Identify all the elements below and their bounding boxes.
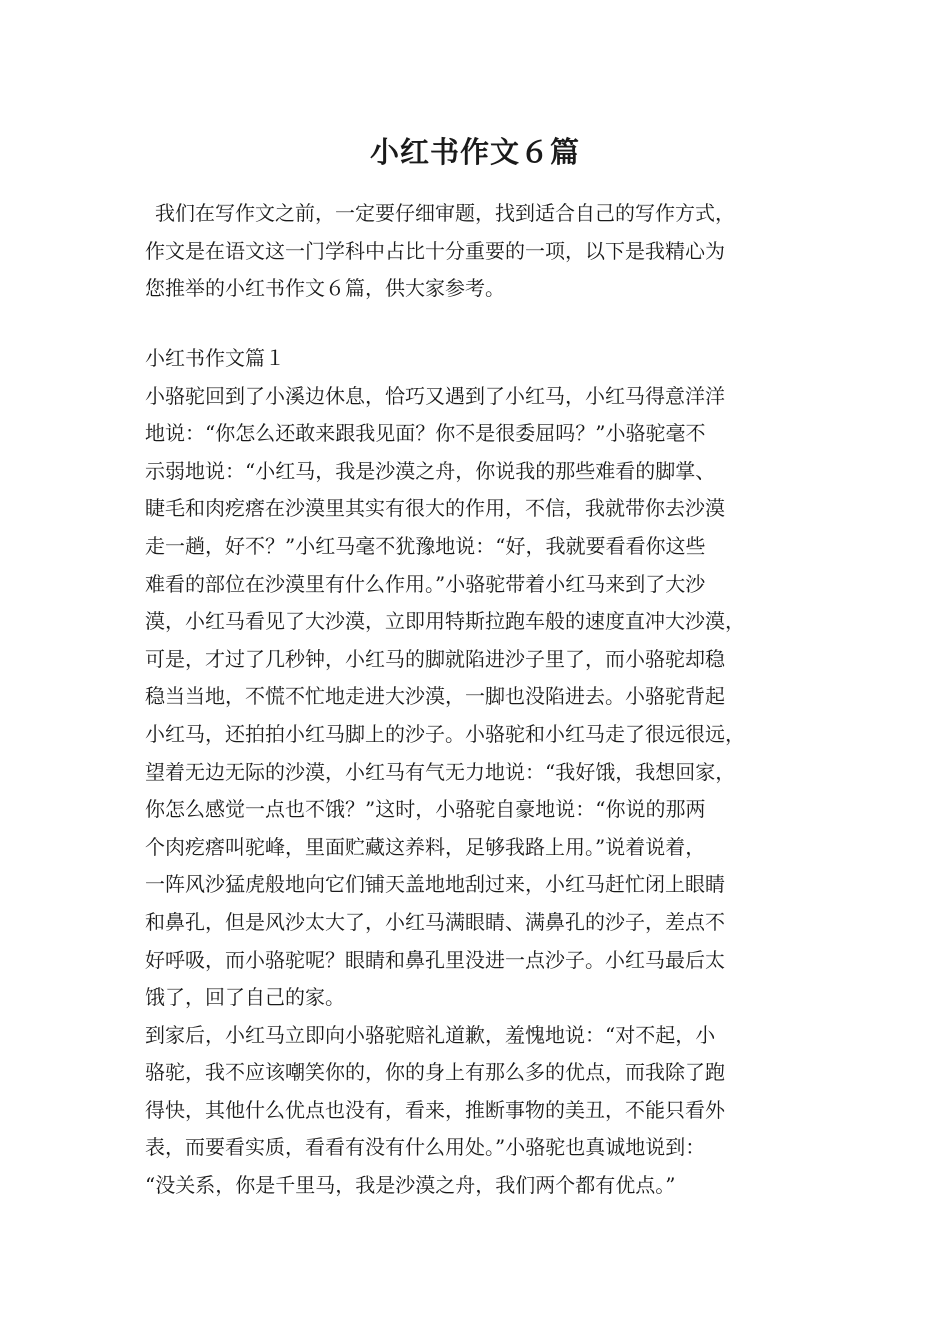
- paragraph-2: [145, 1017, 825, 1205]
- section-heading: 小红书作文篇１: [145, 346, 285, 370]
- paragraph-line: 到家后，小红马立即向小骆驼赔礼道歉，羞愧地说：“对不起，小: [145, 1022, 716, 1047]
- article-section: [145, 340, 825, 1205]
- paragraph-line: 漠，小红马看见了大沙漠，立即用特斯拉跑车般的速度直冲大沙漠，: [145, 609, 745, 634]
- paragraph-line: 小骆驼回到了小溪边休息，恰巧又遇到了小红马，小红马得意洋洋: [145, 383, 725, 408]
- paragraph-line: 地说：“你怎么还敢来跟我见面？你不是很委屈吗？”小骆驼毫不: [145, 421, 706, 446]
- paragraph-line: 表，而要看实质，看看有没有什么用处。”小骆驼也真诚地说到：: [145, 1135, 706, 1160]
- paragraph-line: 和鼻孔，但是风沙太大了，小红马满眼睛、满鼻孔的沙子，差点不: [145, 909, 725, 934]
- paragraph-line: 个肉疙瘩叫驼峰，里面贮藏这养料，足够我路上用。”说着说着，: [145, 834, 706, 859]
- paragraph-line: 骆驼，我不应该嘲笑你的，你的身上有那么多的优点，而我除了跑: [145, 1060, 725, 1085]
- paragraph-line: 小红马，还拍拍小红马脚上的沙子。小骆驼和小红马走了很远很远，: [145, 721, 745, 746]
- paragraph-line: “没关系，你是千里马，我是沙漠之舟，我们两个都有优点。”: [145, 1173, 676, 1198]
- intro-line: 您推举的小红书作文６篇，供大家参考。: [145, 276, 505, 301]
- paragraph-line: 好呼吸，而小骆驼呢？眼睛和鼻孔里没进一点沙子。小红马最后太: [145, 947, 725, 972]
- paragraph-line: 睫毛和肉疙瘩在沙漠里其实有很大的作用，不信，我就带你去沙漠: [145, 496, 725, 521]
- intro-line: 我们在写作文之前，一定要仔细审题，找到适合自己的写作方式，: [155, 201, 735, 225]
- paragraph-line: 一阵风沙猛虎般地向它们铺天盖地地刮过来，小红马赶忙闭上眼睛: [145, 872, 725, 897]
- intro-paragraph: [145, 195, 825, 308]
- paragraph-line: 得快，其他什么优点也没有，看来，推断事物的美丑，不能只看外: [145, 1097, 725, 1122]
- paragraph-1: [145, 378, 825, 1017]
- paragraph-line: 望着无边无际的沙漠，小红马有气无力地说：“我好饿，我想回家，: [145, 759, 736, 784]
- document-title: 小红书作文６篇: [369, 135, 580, 169]
- paragraph-line: 饿了，回了自己的家。: [145, 985, 345, 1010]
- paragraph-line: 稳当当地，不慌不忙地走进大沙漠，一脚也没陷进去。小骆驼背起: [145, 684, 725, 709]
- paragraph-line: 走一趟，好不？”小红马毫不犹豫地说：“好，我就要看看你这些: [145, 533, 706, 558]
- paragraph-line: 示弱地说：“小红马，我是沙漠之舟，你说我的那些难看的脚掌、: [145, 458, 716, 483]
- intro-line: 作文是在语文这一门学科中占比十分重要的一项，以下是我精心为: [145, 238, 725, 263]
- paragraph-line: 难看的部位在沙漠里有什么作用。”小骆驼带着小红马来到了大沙: [145, 571, 706, 596]
- paragraph-line: 你怎么感觉一点也不饿？”这时，小骆驼自豪地说：“你说的那两: [145, 797, 706, 822]
- paragraph-line: 可是，才过了几秒钟，小红马的脚就陷进沙子里了，而小骆驼却稳: [145, 646, 725, 671]
